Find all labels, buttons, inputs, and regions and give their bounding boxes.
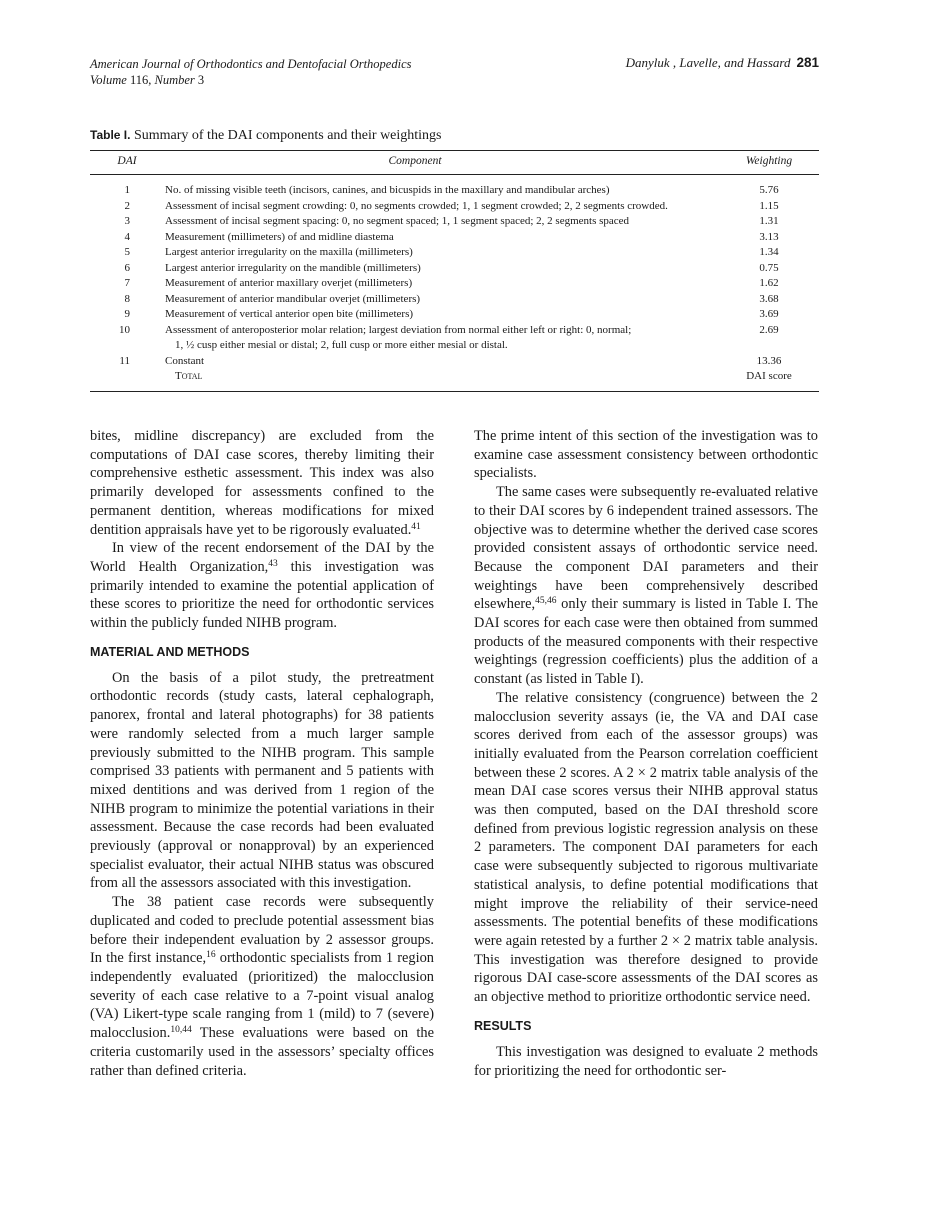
row-component: Constant bbox=[165, 354, 205, 367]
table-caption bbox=[90, 128, 442, 144]
row-number: 5 bbox=[124, 246, 130, 258]
row-weighting: 5.76 bbox=[759, 184, 779, 196]
table-total-row bbox=[90, 369, 819, 385]
paragraph-text: bites, midline discrepancy) are excluded from the computations of DAI case scores, thereby limiting their comprehensive esthetic assessment. This index was also primarily developed for assessments confined to the permanent dentition, whereas modifications for mixed dentition appraisals have yet to be rigorously evaluated. bbox=[90, 428, 434, 538]
citation: 16 bbox=[206, 950, 216, 961]
page-number: 281 bbox=[796, 55, 819, 70]
journal-title: American Journal of Orthodontics and Dentofacial Orthopedics bbox=[90, 57, 412, 71]
col-header-component: Component bbox=[388, 155, 442, 167]
row-component-line1: Assessment of anteroposterior molar relation; largest deviation from normal either left or right: 0, normal; bbox=[165, 323, 632, 336]
paragraph: This investigation was designed to evaluate 2 methods for prioritizing the need for orthodontic ser- bbox=[474, 1043, 818, 1079]
row-weighting: 1.34 bbox=[759, 246, 779, 258]
paragraph-text: only their summary is listed in Table I. The DAI scores for each case were then obtained from summed products of the measured components with their respective weightings (regression coefficients) plus the addition of a constant (as listed in Table I). bbox=[474, 596, 818, 688]
col-header-weighting: Weighting bbox=[745, 155, 793, 167]
volume-label: Volume bbox=[90, 73, 127, 87]
authors: Danyluk , Lavelle, and Hassard bbox=[625, 55, 791, 70]
row-component: No. of missing visible teeth (incisors, canines, and bicuspids in the maxillary and mandibular arches) bbox=[165, 184, 610, 196]
paragraph: The prime intent of this section of the investigation was to examine case assessment consistency between orthodontic specialists. bbox=[474, 428, 818, 482]
table-row bbox=[90, 307, 819, 323]
right-text-column bbox=[474, 427, 818, 1080]
dai-components-table bbox=[90, 150, 819, 392]
paragraph-text: In view of the recent endorsement of the DAI by the World Health Organization, bbox=[90, 540, 434, 575]
table-title: Summary of the DAI components and their weightings bbox=[133, 128, 442, 143]
row-weighting: 0.75 bbox=[759, 261, 779, 274]
row-component: Assessment of incisal segment crowding: 0, no segments crowded; 1, 1 segment crowded; 2, 2 segments crowded. bbox=[165, 199, 668, 212]
left-text-column bbox=[90, 427, 434, 1080]
table-row bbox=[90, 354, 819, 370]
paragraph-text: The same cases were subsequently re-evaluated relative to their DAI scores by 6 independent trained assessors. The objective was to determine whether the derived case scores provided consistent assays of orthodontic service need. Because the component DAI parameters and their weightings have been comprehensively described elsewhere, bbox=[474, 484, 818, 613]
row-weighting: 1.15 bbox=[759, 199, 779, 212]
table-header-row bbox=[90, 151, 819, 175]
table-row bbox=[90, 230, 819, 246]
table-body bbox=[90, 175, 819, 391]
paragraph-text: The 38 patient case records were subsequently duplicated and coded to preclude potential assessment bias before their independent evaluation by 2 assessor groups. In the first instance, bbox=[90, 894, 434, 967]
table-row bbox=[90, 261, 819, 277]
running-header-journal bbox=[90, 56, 412, 88]
row-weighting: 1.62 bbox=[759, 277, 779, 289]
citation: 45,46 bbox=[535, 596, 557, 607]
table-row bbox=[90, 323, 819, 354]
row-number: 4 bbox=[124, 230, 130, 243]
citation: 41 bbox=[411, 521, 421, 532]
citation: 10,44 bbox=[170, 1025, 192, 1036]
total-label: Total bbox=[175, 370, 203, 382]
paragraph bbox=[90, 539, 434, 633]
issue-number: 3 bbox=[197, 73, 205, 87]
row-number: 9 bbox=[124, 308, 130, 320]
paragraph: On the basis of a pilot study, the pretreatment orthodontic records (study casts, lateral cephalograph, panorex, frontal and lateral photographs) for 38 patients were randomly selected from a much larger sample previously submitted to the NIHB program. This sample comprised 33 patients with permanent and 5 patients with mixed dentitions and was derived from 1 region of the NIHB program to minimize the potential variations in their assessment. Because the case records had been evaluated previously (approval or nonapproval) by an experienced specialist evaluator, their actual NIHB status was obscured from all the assessors associated with this investigation. bbox=[90, 669, 434, 892]
section-heading-material-methods: MATERIAL AND METHODS bbox=[90, 644, 250, 659]
row-weighting: 2.69 bbox=[759, 323, 779, 336]
table-row bbox=[90, 276, 819, 292]
table-row bbox=[90, 245, 819, 261]
paragraph bbox=[90, 427, 434, 539]
table-row bbox=[90, 183, 819, 199]
row-component-continuation: 1, ½ cusp either mesial or distal; 2, full cusp or more either mesial or distal. bbox=[175, 339, 508, 351]
running-header-authors bbox=[626, 55, 819, 71]
row-component: Measurement of vertical anterior open bite (millimeters) bbox=[165, 308, 414, 320]
row-number: 7 bbox=[124, 277, 130, 289]
paragraph-text: this investigation was primarily intended to examine the potential application of these scores to prioritize the need for orthodontic services within the publicly funded NIHB program. bbox=[90, 558, 434, 632]
row-weighting: 3.68 bbox=[759, 292, 779, 305]
number-label: Number bbox=[154, 73, 195, 87]
row-weighting: 3.13 bbox=[759, 230, 779, 243]
table-row bbox=[90, 292, 819, 308]
table-label: Table I. bbox=[90, 128, 131, 142]
row-component: Largest anterior irregularity on the maxilla (millimeters) bbox=[165, 246, 413, 258]
row-component: Largest anterior irregularity on the mandible (millimeters) bbox=[165, 261, 421, 274]
row-number: 3 bbox=[124, 215, 130, 227]
section-heading-results: RESULTS bbox=[474, 1018, 532, 1033]
row-weighting: 13.36 bbox=[756, 354, 782, 367]
row-number: 11 bbox=[119, 354, 130, 367]
table-row bbox=[90, 214, 819, 230]
row-weighting: 3.69 bbox=[759, 308, 779, 320]
row-component: Measurement (millimeters) of and midline diastema bbox=[165, 230, 394, 243]
row-number: 10 bbox=[119, 323, 130, 336]
citation: 43 bbox=[268, 558, 278, 569]
row-number: 6 bbox=[124, 261, 130, 274]
paragraph: The relative consistency (congruence) between the 2 malocclusion severity assays (ie, the VA and DAI case scores derived from each of the assessor groups) was initially evaluated from the Pearson correlation coefficient between these 2 scores. A 2 × 2 matrix table analysis of the mean DAI case scores versus their NIHB approval status was then computed, based on the DAI threshold score defined from previous logistic regression analysis on these 2 parameters. The component DAI parameters for each case were subsequently subjected to rigorous multivariate statistical analysis, to define potential modifications that might improve the reliability of their service-need assessments. The potential benefits of these modifications were again retested by a further 2 × 2 matrix table analysis. This investigation was therefore designed to provide rigorous DAI case-score assessments of the DAI scores as an objective method to prioritize orthodontic service need. bbox=[474, 689, 818, 1006]
row-number: 2 bbox=[124, 199, 130, 212]
total-label-cell bbox=[165, 369, 740, 385]
journal-volume-line bbox=[90, 72, 412, 88]
total-value: DAI score bbox=[746, 370, 792, 382]
row-component: Measurement of anterior mandibular overjet (millimeters) bbox=[165, 292, 421, 305]
row-number: 1 bbox=[124, 184, 130, 196]
volume-number: 116, bbox=[129, 73, 152, 87]
row-component: Measurement of anterior maxillary overjet (millimeters) bbox=[165, 277, 413, 289]
paragraph-text: These evaluations were based on the criteria customarily used in the assessors’ specialty offices rather than defined criteria. bbox=[90, 1025, 434, 1079]
row-number: 8 bbox=[124, 292, 130, 305]
paragraph bbox=[90, 893, 434, 1080]
paragraph bbox=[474, 483, 818, 689]
row-component bbox=[165, 323, 740, 354]
paragraph-text: orthodontic specialists from 1 region independently evaluated (prioritized) the malocclusion severity of each case relative to a 7-point visual analog (VA) Likert-type scale ranging from 1 (mild) to 7 (severe) malocclusion. bbox=[90, 950, 434, 1042]
row-weighting: 1.31 bbox=[759, 215, 779, 227]
row-component: Assessment of incisal segment spacing: 0, no segment spaced; 1, 1 segment spaced; 2, 2 segments spaced bbox=[165, 215, 630, 227]
table-row bbox=[90, 199, 819, 215]
col-header-dai: DAI bbox=[117, 155, 137, 167]
